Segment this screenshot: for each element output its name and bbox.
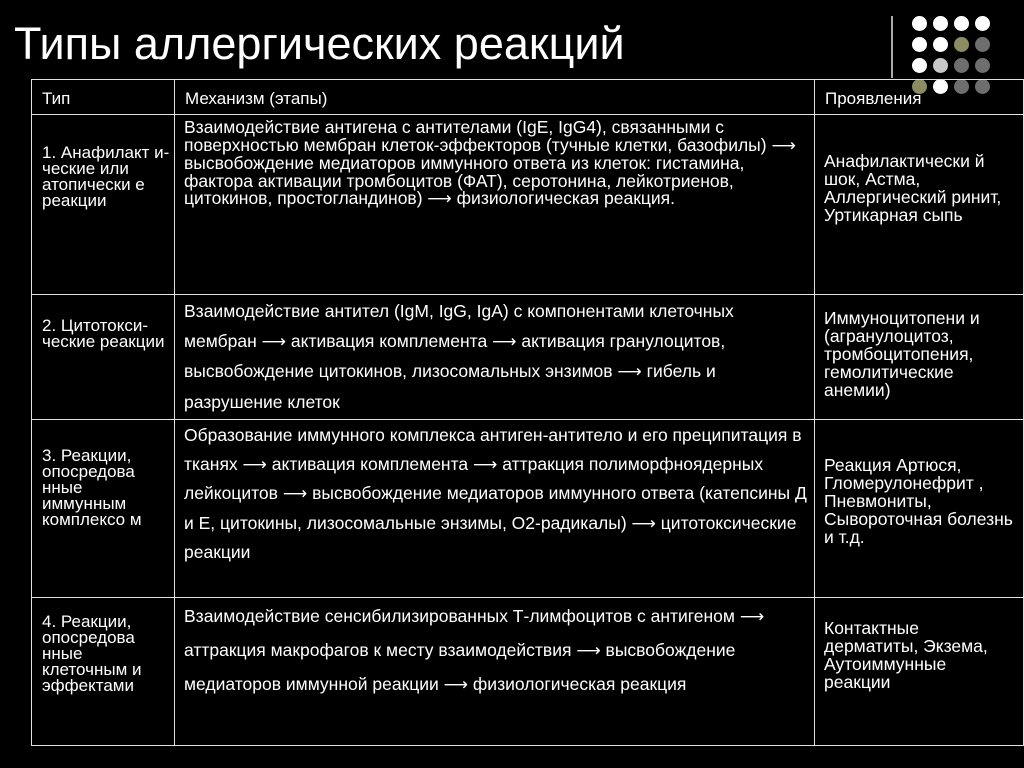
table-row xyxy=(32,420,1024,598)
arrow-icon: ⟶ xyxy=(443,675,469,695)
mechanism-cell xyxy=(175,420,815,598)
mechanism-text: Взаимодействие антигена с антителами (IgE, IgG4), связанными с поверхностью мембран клеток-эффекторов (тучные клетки, базофилы) ⟶ высвобождение медиаторов иммунного ответа из клеток: гистамина, фактора активации тромбоцитов (ФАТ), серотонина, лейкотриенов, цитокинов, простогландинов) ⟶ физиологическая реакция. xyxy=(184,117,796,209)
reaction-type-cell: 4. Реакции, опосредова нные клеточным и эффектами xyxy=(32,598,175,746)
decorative-dot xyxy=(954,37,969,52)
mechanism-cell xyxy=(175,115,815,295)
arrow-icon: ⟶ xyxy=(427,189,452,209)
decorative-dot xyxy=(933,16,948,31)
decorative-dot xyxy=(975,37,990,52)
manifestations-cell: Иммуноцитопени и (агранулоцитоз, тромбоцитопения, гемолитические анемии) xyxy=(815,295,1024,420)
arrow-icon: ⟶ xyxy=(492,331,517,352)
arrow-icon: ⟶ xyxy=(617,362,642,382)
reaction-type-cell: 3. Реакции, опосредова нные иммунным комплексо м xyxy=(32,420,175,598)
reaction-type-cell: 1. Анафилакт и-ческие или атопически е реакции xyxy=(32,115,175,295)
allergic-reactions-table xyxy=(31,79,1024,746)
table-row xyxy=(32,115,1024,295)
arrow-icon: ⟶ xyxy=(576,641,601,661)
decorative-dot xyxy=(954,58,969,73)
decorative-dot xyxy=(912,16,927,31)
table-header-row xyxy=(32,80,1024,115)
manifestations-cell: Реакция Артюся, Гломерулонефрит , Пневмониты, Сывороточная болезнь и т.д. xyxy=(815,420,1024,598)
mechanism-text: Взаимодействие антител (IgM, IgG, IgA) с компонентами клеточных мембран ⟶ активация комплемента ⟶ активация гранулоцитов, высвобождение цитокинов, лизосомальных энзимов ⟶ гибель и разрушение клеток xyxy=(184,301,734,412)
decorative-dot xyxy=(954,16,969,31)
decorative-dot xyxy=(912,37,927,52)
table-row xyxy=(32,295,1024,420)
mechanism-cell xyxy=(175,295,815,420)
decorative-dot xyxy=(933,58,948,73)
arrow-icon: ⟶ xyxy=(473,454,498,475)
mechanism-cell xyxy=(175,598,815,746)
arrow-icon: ⟶ xyxy=(242,454,267,475)
table-row xyxy=(32,598,1024,746)
decorative-dot xyxy=(975,16,990,31)
decorative-dot xyxy=(933,37,948,52)
title-divider-line xyxy=(891,16,893,78)
header-mechanism: Механизм (этапы) xyxy=(175,80,815,115)
reaction-type-cell: 2. Цитотокси-ческие реакции xyxy=(32,295,175,420)
mechanism-text: Образование иммунного комплекса антиген-антитело и его преципитация в тканях ⟶ активация комплемента ⟶ аттракция полиморфноядерных лейкоцитов ⟶ высвобождение медиаторов иммунного ответа (катепсины Д и Е, цитокины, лизосомальные энзимы, О2-радикалы) ⟶ цитотоксические реакции xyxy=(184,425,807,562)
arrow-icon: ⟶ xyxy=(631,513,656,534)
arrow-icon: ⟶ xyxy=(261,331,286,352)
header-type: Тип xyxy=(32,80,175,115)
manifestations-cell: Контактные дерматиты, Экзема, Аутоиммунные реакции xyxy=(815,598,1024,746)
decorative-dot xyxy=(975,58,990,73)
manifestations-cell: Анафилактически й шок, Астма, Аллергический ринит, Уртикарная сыпь xyxy=(815,115,1024,295)
arrow-icon: ⟶ xyxy=(282,484,308,504)
header-manifestations: Проявления xyxy=(815,80,1024,115)
arrow-icon: ⟶ xyxy=(771,135,796,156)
decorative-dot xyxy=(912,58,927,73)
slide-title: Типы аллергических реакций xyxy=(14,18,625,69)
mechanism-text: Взаимодействие сенсибилизированных Т-лимфоцитов с антигеном ⟶ аттракция макрофагов к месту взаимодействия ⟶ высвобождение медиаторов иммунной реакции ⟶ физиологическая реакция xyxy=(184,606,765,695)
arrow-icon: ⟶ xyxy=(739,607,765,627)
